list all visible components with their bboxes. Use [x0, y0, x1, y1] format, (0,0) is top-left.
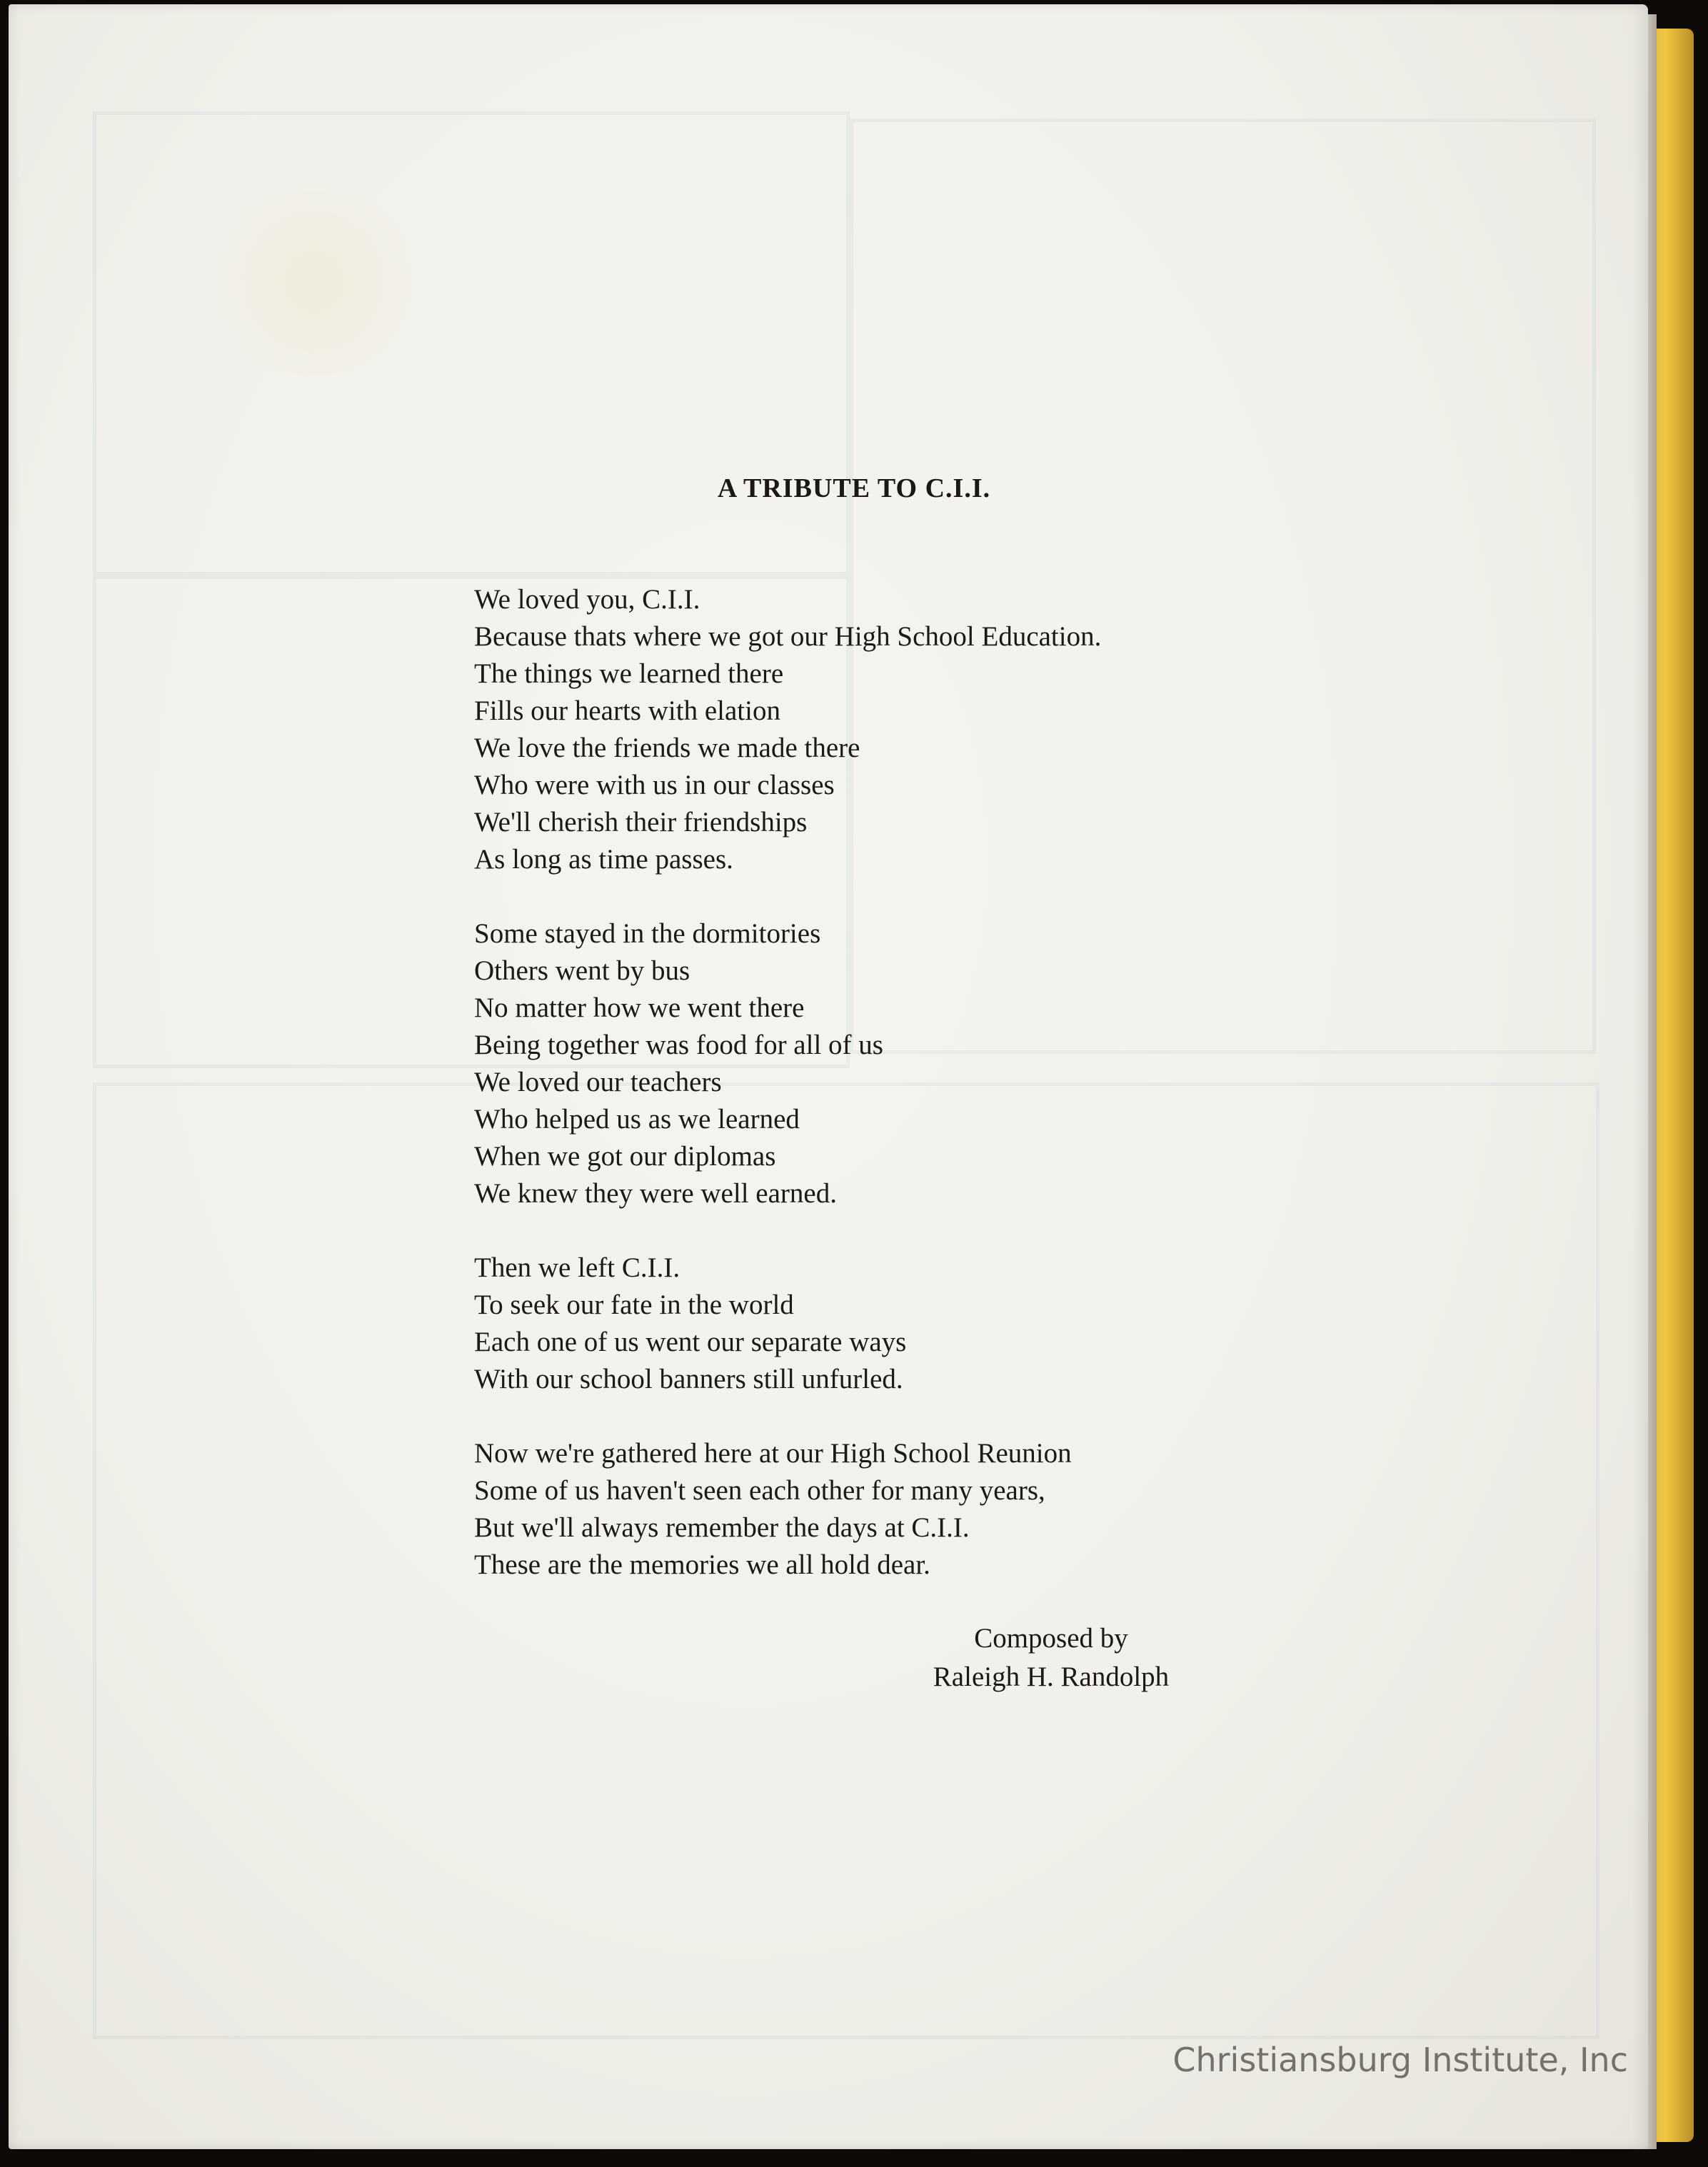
poem-line: Some of us haven't seen each other for many years, [474, 1475, 1045, 1506]
poem-line: We knew they were well earned. [474, 1178, 837, 1209]
poem-line: No matter how we went there [474, 992, 805, 1023]
poem-line: We loved our teachers [474, 1067, 722, 1097]
poem-line: These are the memories we all hold dear. [474, 1549, 930, 1580]
poem-line: Some stayed in the dormitories [474, 918, 821, 949]
credit-composed-by: Composed by [974, 1623, 1128, 1654]
show-through-box [93, 111, 850, 575]
stanza [474, 1250, 1331, 1398]
poem-line: We loved you, C.I.I. [474, 584, 700, 615]
poem-line: Because thats where we got our High School Education. [474, 621, 1102, 652]
poem-line: We love the friends we made there [474, 733, 860, 763]
poem-line: With our school banners still unfurled. [474, 1364, 903, 1394]
poem-line: Who helped us as we learned [474, 1104, 800, 1135]
author-credit [851, 1619, 1251, 1696]
poem-line: But we'll always remember the days at C.I.I. [474, 1512, 970, 1543]
poem-line: We'll cherish their friendships [474, 807, 808, 838]
watermark: Christiansburg Institute, Inc [1172, 2041, 1628, 2079]
credit-author-name: Raleigh H. Randolph [933, 1661, 1170, 1692]
poem-line: Others went by bus [474, 955, 690, 986]
poem-line: Fills our hearts with elation [474, 695, 780, 726]
stanza [474, 1435, 1331, 1584]
poem-line: Who were with us in our classes [474, 770, 835, 800]
document-page [9, 4, 1648, 2149]
page-title: A TRIBUTE TO C.I.I. [717, 473, 991, 503]
stanza [474, 915, 1331, 1212]
poem-line: When we got our diplomas [474, 1141, 776, 1172]
poem-line: Being together was food for all of us [474, 1030, 883, 1060]
show-through-blob [201, 190, 430, 376]
poem-line: The things we learned there [474, 658, 784, 689]
poem-line: Each one of us went our separate ways [474, 1327, 907, 1357]
poem-line: Then we left C.I.I. [474, 1252, 680, 1283]
poem-line: To seek our fate in the world [474, 1289, 794, 1320]
poem [474, 581, 1331, 1584]
poem-line: As long as time passes. [474, 844, 733, 875]
poem-line: Now we're gathered here at our High School Reunion [474, 1438, 1072, 1469]
stanza [474, 581, 1331, 878]
